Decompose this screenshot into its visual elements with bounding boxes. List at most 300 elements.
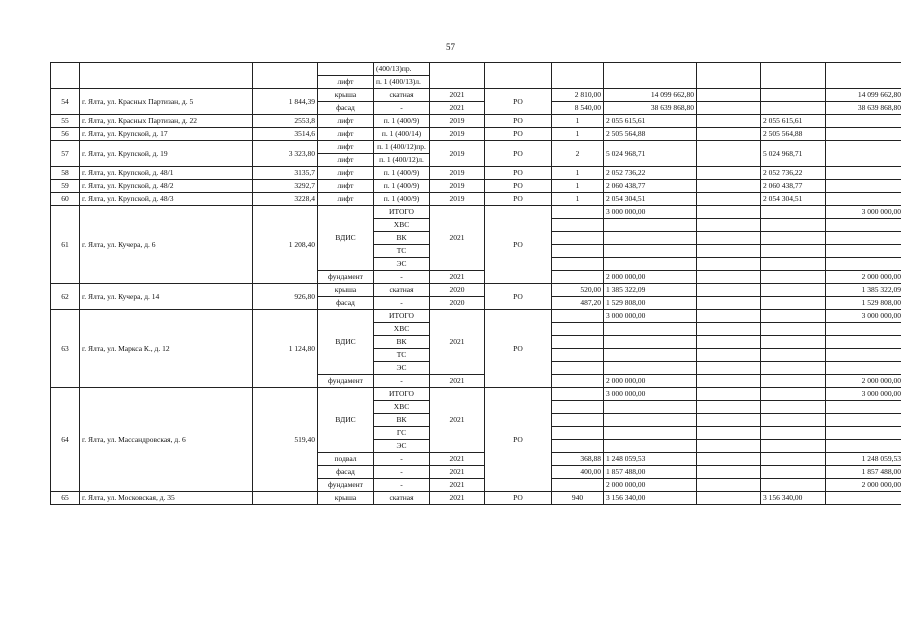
table-cell bbox=[697, 323, 761, 336]
table-cell bbox=[697, 89, 761, 102]
table-cell: - bbox=[374, 271, 430, 284]
table-row bbox=[51, 193, 901, 206]
table-cell: 3 000 000,00 bbox=[604, 310, 697, 323]
table-cell bbox=[697, 193, 761, 206]
table-cell bbox=[697, 284, 761, 297]
table-cell: г. Ялта, ул. Крупской, д. 48/3 bbox=[80, 193, 253, 206]
table-cell: РО bbox=[485, 115, 552, 128]
table-cell bbox=[697, 206, 761, 219]
table-cell: - bbox=[374, 466, 430, 479]
table-cell bbox=[697, 362, 761, 375]
table-cell: 1 844,39 bbox=[253, 89, 318, 115]
table-cell: фундамент bbox=[318, 271, 374, 284]
table-cell: 8 540,00 bbox=[552, 102, 604, 115]
table-cell: лифт bbox=[318, 193, 374, 206]
table-cell: 2019 bbox=[430, 193, 485, 206]
table-cell: 1 529 808,00 bbox=[826, 297, 901, 310]
table-cell: 38 639 868,80 bbox=[826, 102, 901, 115]
table-cell bbox=[552, 336, 604, 349]
table-cell: 2021 bbox=[430, 466, 485, 479]
table-cell: ЭС bbox=[374, 440, 430, 453]
table-cell bbox=[604, 414, 697, 427]
table-cell bbox=[761, 206, 826, 219]
table-cell: 520,00 bbox=[552, 284, 604, 297]
table-cell: 2019 bbox=[430, 128, 485, 141]
table-cell: г. Ялта, ул. Кучера, д. 14 bbox=[80, 284, 253, 310]
table-cell: 1 bbox=[552, 167, 604, 180]
table-cell: 3 323,80 bbox=[253, 141, 318, 167]
table-cell bbox=[552, 206, 604, 219]
table-cell: 1 124,80 bbox=[253, 310, 318, 388]
table-cell: ВДИС bbox=[318, 310, 374, 375]
table-cell: 64 bbox=[51, 388, 80, 492]
table-cell: 1 bbox=[552, 115, 604, 128]
table-cell: 400,00 bbox=[552, 466, 604, 479]
table-cell bbox=[697, 245, 761, 258]
table-row bbox=[51, 141, 901, 154]
table-cell: 38 639 868,80 bbox=[604, 102, 697, 115]
table-cell: 54 bbox=[51, 89, 80, 115]
table-row bbox=[51, 115, 901, 128]
table-cell: ЭС bbox=[374, 362, 430, 375]
table-cell: 2 000 000,00 bbox=[826, 375, 901, 388]
table-cell bbox=[761, 479, 826, 492]
table-cell: 2 bbox=[552, 141, 604, 167]
table-cell: ВК bbox=[374, 232, 430, 245]
table-row bbox=[51, 180, 901, 193]
table-cell: ЭС bbox=[374, 258, 430, 271]
table-cell: лифт bbox=[318, 167, 374, 180]
table-cell bbox=[552, 271, 604, 284]
table-cell: 2021 bbox=[430, 271, 485, 284]
table-row bbox=[51, 89, 901, 102]
table-cell bbox=[552, 323, 604, 336]
table-cell bbox=[604, 427, 697, 440]
table-cell: ИТОГО bbox=[374, 388, 430, 401]
table-cell: 60 bbox=[51, 193, 80, 206]
table-cell: 62 bbox=[51, 284, 80, 310]
table-cell bbox=[761, 375, 826, 388]
table-cell bbox=[697, 115, 761, 128]
table-cell bbox=[826, 336, 901, 349]
table-cell: лифт bbox=[318, 180, 374, 193]
table-cell: п. 1 (400/9) bbox=[374, 193, 430, 206]
table-cell bbox=[697, 180, 761, 193]
table-cell: 2 505 564,88 bbox=[604, 128, 697, 141]
table-cell bbox=[826, 193, 901, 206]
table-cell: 63 bbox=[51, 310, 80, 388]
table-cell: 2019 bbox=[430, 167, 485, 180]
table-cell bbox=[761, 310, 826, 323]
table-cell: 2 000 000,00 bbox=[604, 271, 697, 284]
table-cell bbox=[826, 115, 901, 128]
table-cell: - bbox=[374, 297, 430, 310]
table-cell: ВДИС bbox=[318, 206, 374, 271]
table-cell bbox=[761, 232, 826, 245]
table-cell: РО bbox=[485, 180, 552, 193]
table-cell: 2 060 438,77 bbox=[761, 180, 826, 193]
table-cell bbox=[604, 440, 697, 453]
table-cell: п. 1 (400/12)л. bbox=[374, 154, 430, 167]
table-cell bbox=[552, 362, 604, 375]
table-cell: 2021 bbox=[430, 453, 485, 466]
table-cell bbox=[761, 89, 826, 102]
table-cell: РО bbox=[485, 141, 552, 167]
table-cell: скатная bbox=[374, 89, 430, 102]
table-cell: 2019 bbox=[430, 115, 485, 128]
table-cell: ХВС bbox=[374, 219, 430, 232]
table-cell: п. 1 (400/9) bbox=[374, 167, 430, 180]
table-cell: фундамент bbox=[318, 479, 374, 492]
table-cell: ТС bbox=[374, 349, 430, 362]
table-cell: ТС bbox=[374, 245, 430, 258]
table-cell: 926,80 bbox=[253, 284, 318, 310]
table-cell: - bbox=[374, 479, 430, 492]
table-cell: 2 505 564,88 bbox=[761, 128, 826, 141]
table-cell: лифт bbox=[318, 154, 374, 167]
table-cell bbox=[604, 349, 697, 362]
table-cell bbox=[253, 492, 318, 505]
table-cell bbox=[604, 219, 697, 232]
table-cell bbox=[552, 63, 604, 89]
table-cell: 59 bbox=[51, 180, 80, 193]
table-cell: г. Ялта, ул. Массандровская, д. 6 bbox=[80, 388, 253, 492]
table-row bbox=[51, 167, 901, 180]
table-cell: 1 385 322,09 bbox=[826, 284, 901, 297]
table-cell bbox=[697, 349, 761, 362]
table-cell: 2021 bbox=[430, 492, 485, 505]
table-cell: 58 bbox=[51, 167, 80, 180]
table-cell: 2 054 304,51 bbox=[761, 193, 826, 206]
table-cell: РО bbox=[485, 167, 552, 180]
table-cell bbox=[826, 219, 901, 232]
table-cell bbox=[552, 440, 604, 453]
table-cell: лифт bbox=[318, 76, 374, 89]
table-cell: п. 1 (400/12)пр. bbox=[374, 141, 430, 154]
table-cell bbox=[552, 427, 604, 440]
table-cell: 1 bbox=[552, 128, 604, 141]
table-cell: 3 000 000,00 bbox=[604, 388, 697, 401]
table-cell: 14 099 662,80 bbox=[826, 89, 901, 102]
table-cell bbox=[761, 219, 826, 232]
table-cell: 14 099 662,80 bbox=[604, 89, 697, 102]
table-cell: г. Ялта, ул. Крупской, д. 19 bbox=[80, 141, 253, 167]
table-cell bbox=[826, 349, 901, 362]
table-cell bbox=[826, 167, 901, 180]
table-cell: крыша bbox=[318, 492, 374, 505]
table-cell: 2553,8 bbox=[253, 115, 318, 128]
table-cell bbox=[697, 232, 761, 245]
table-cell bbox=[697, 388, 761, 401]
table-cell bbox=[552, 375, 604, 388]
table-cell bbox=[552, 479, 604, 492]
page-number: 57 bbox=[446, 42, 455, 52]
table-cell bbox=[604, 401, 697, 414]
table-cell: 56 bbox=[51, 128, 80, 141]
table-row bbox=[51, 310, 901, 323]
table-cell: крыша bbox=[318, 284, 374, 297]
table-cell: 3 000 000,00 bbox=[604, 206, 697, 219]
table-cell bbox=[697, 102, 761, 115]
table-cell: РО bbox=[485, 388, 552, 492]
table-cell: 5 024 968,71 bbox=[761, 141, 826, 167]
table-cell bbox=[80, 63, 253, 89]
table-cell: лифт bbox=[318, 141, 374, 154]
table-row bbox=[51, 206, 901, 219]
table-cell: 2 054 304,51 bbox=[604, 193, 697, 206]
table-cell bbox=[697, 440, 761, 453]
table-cell: 3 000 000,00 bbox=[826, 206, 901, 219]
table-cell: 2 000 000,00 bbox=[604, 375, 697, 388]
table-cell: фасад bbox=[318, 466, 374, 479]
table-cell bbox=[604, 245, 697, 258]
table-cell bbox=[604, 336, 697, 349]
table-cell: 57 bbox=[51, 141, 80, 167]
table-cell: п. 1 (400/14) bbox=[374, 128, 430, 141]
table-cell: 61 bbox=[51, 206, 80, 284]
table-cell: фасад bbox=[318, 102, 374, 115]
table-cell: 2 055 615,61 bbox=[761, 115, 826, 128]
table-cell: 2020 bbox=[430, 297, 485, 310]
table-cell bbox=[697, 375, 761, 388]
table-cell: скатная bbox=[374, 492, 430, 505]
table-cell bbox=[826, 427, 901, 440]
table-cell: г. Ялта, ул. Московская, д. 35 bbox=[80, 492, 253, 505]
table-cell: г. Ялта, ул. Красных Партизан, д. 22 bbox=[80, 115, 253, 128]
table-cell bbox=[761, 388, 826, 401]
table-cell: - bbox=[374, 102, 430, 115]
table-cell: п. 1 (400/13)л. bbox=[374, 76, 430, 89]
table-cell bbox=[51, 63, 80, 89]
table-cell: РО bbox=[485, 206, 552, 284]
table-cell bbox=[761, 336, 826, 349]
table-body bbox=[51, 63, 901, 505]
table-cell: г. Ялта, ул. Крупской, д. 17 bbox=[80, 128, 253, 141]
table-row bbox=[51, 492, 901, 505]
table-cell bbox=[697, 479, 761, 492]
table-cell: 2 052 736,22 bbox=[761, 167, 826, 180]
table-cell: 2021 bbox=[430, 388, 485, 453]
table-cell bbox=[697, 258, 761, 271]
table-cell: 3 156 340,00 bbox=[761, 492, 826, 505]
table-cell bbox=[761, 349, 826, 362]
table-cell bbox=[552, 401, 604, 414]
table-cell bbox=[761, 401, 826, 414]
table-cell: 2021 bbox=[430, 479, 485, 492]
table-cell: фундамент bbox=[318, 375, 374, 388]
table-cell: 1 248 059,53 bbox=[604, 453, 697, 466]
table-cell bbox=[552, 245, 604, 258]
table-cell: 2021 bbox=[430, 89, 485, 102]
table-cell bbox=[761, 466, 826, 479]
table-cell bbox=[604, 362, 697, 375]
table-cell bbox=[604, 258, 697, 271]
table-cell: 1 529 808,00 bbox=[604, 297, 697, 310]
table-cell bbox=[826, 232, 901, 245]
table-cell: 368,88 bbox=[552, 453, 604, 466]
table-cell bbox=[761, 271, 826, 284]
table-cell bbox=[697, 167, 761, 180]
table-cell: 2021 bbox=[430, 375, 485, 388]
table-cell bbox=[697, 271, 761, 284]
table-cell: подвал bbox=[318, 453, 374, 466]
table-cell: 5 024 968,71 bbox=[604, 141, 697, 167]
table-cell: РО bbox=[485, 128, 552, 141]
table-cell bbox=[826, 323, 901, 336]
table-cell bbox=[430, 63, 485, 89]
table-cell: фасад bbox=[318, 297, 374, 310]
table-cell: г. Ялта, ул. Кучера, д. 6 bbox=[80, 206, 253, 284]
table-cell bbox=[552, 414, 604, 427]
table-cell bbox=[697, 297, 761, 310]
table-cell bbox=[697, 63, 761, 89]
table-cell bbox=[761, 297, 826, 310]
table-cell bbox=[697, 414, 761, 427]
table-cell: ВК bbox=[374, 414, 430, 427]
table-cell bbox=[552, 310, 604, 323]
table-cell bbox=[826, 245, 901, 258]
table-cell bbox=[826, 362, 901, 375]
table-cell: 2 000 000,00 bbox=[604, 479, 697, 492]
table-cell: 2 810,00 bbox=[552, 89, 604, 102]
table-cell: ХВС bbox=[374, 401, 430, 414]
table-cell: ВДИС bbox=[318, 388, 374, 453]
table-cell: 3135,7 bbox=[253, 167, 318, 180]
table-cell bbox=[697, 401, 761, 414]
table-cell bbox=[697, 427, 761, 440]
table-cell bbox=[826, 492, 901, 505]
table-cell: 1 bbox=[552, 180, 604, 193]
table-cell bbox=[552, 232, 604, 245]
table-cell bbox=[761, 453, 826, 466]
table-cell bbox=[826, 258, 901, 271]
table-cell: 2019 bbox=[430, 141, 485, 167]
table-cell bbox=[697, 453, 761, 466]
table-cell bbox=[552, 349, 604, 362]
table-cell bbox=[761, 440, 826, 453]
table-row bbox=[51, 284, 901, 297]
table-cell bbox=[552, 258, 604, 271]
table-cell bbox=[761, 323, 826, 336]
table-cell bbox=[826, 63, 901, 89]
table-cell: 2 000 000,00 bbox=[826, 479, 901, 492]
table-cell: ВК bbox=[374, 336, 430, 349]
table-cell: ХВС bbox=[374, 323, 430, 336]
table-cell bbox=[697, 336, 761, 349]
table-cell: (400/13)пр. bbox=[374, 63, 430, 76]
table-cell: 1 208,40 bbox=[253, 206, 318, 284]
table-cell bbox=[697, 219, 761, 232]
table-cell: 1 857 488,00 bbox=[604, 466, 697, 479]
table-cell: 1 248 059,53 bbox=[826, 453, 901, 466]
table-cell: г. Ялта, ул. Красных Партизан, д. 5 bbox=[80, 89, 253, 115]
table-cell bbox=[697, 310, 761, 323]
table-cell: 519,40 bbox=[253, 388, 318, 492]
table-cell: 487,20 bbox=[552, 297, 604, 310]
table-cell: 3228,4 bbox=[253, 193, 318, 206]
table-cell: п. 1 (400/9) bbox=[374, 115, 430, 128]
table-cell: РО bbox=[485, 284, 552, 310]
table-cell bbox=[761, 102, 826, 115]
table-cell bbox=[604, 323, 697, 336]
table-row bbox=[51, 388, 901, 401]
table-cell bbox=[826, 401, 901, 414]
repair-program-table bbox=[50, 62, 901, 505]
table-cell: 2020 bbox=[430, 284, 485, 297]
table-cell: РО bbox=[485, 193, 552, 206]
table-cell: крыша bbox=[318, 89, 374, 102]
table-cell: 2021 bbox=[430, 102, 485, 115]
table-row bbox=[51, 128, 901, 141]
table-cell: г. Ялта, ул. Крупской, д. 48/1 bbox=[80, 167, 253, 180]
table-cell bbox=[697, 492, 761, 505]
table-cell bbox=[826, 414, 901, 427]
table-cell: 2021 bbox=[430, 310, 485, 375]
table-cell bbox=[318, 63, 374, 76]
table-cell: 55 bbox=[51, 115, 80, 128]
table-cell bbox=[604, 63, 697, 89]
table-cell bbox=[697, 128, 761, 141]
table-cell bbox=[761, 414, 826, 427]
table-cell: - bbox=[374, 453, 430, 466]
table-cell bbox=[552, 219, 604, 232]
table-cell bbox=[761, 63, 826, 89]
table-cell: ИТОГО bbox=[374, 206, 430, 219]
table-cell: ГС bbox=[374, 427, 430, 440]
table-cell: 3 000 000,00 bbox=[826, 310, 901, 323]
table-cell: г. Ялта, ул. Маркса К., д. 12 bbox=[80, 310, 253, 388]
table-cell: 2 000 000,00 bbox=[826, 271, 901, 284]
table-cell: п. 1 (400/9) bbox=[374, 180, 430, 193]
table-cell bbox=[253, 63, 318, 89]
table-cell: 3 000 000,00 bbox=[826, 388, 901, 401]
table-cell: РО bbox=[485, 492, 552, 505]
table-cell: 2019 bbox=[430, 180, 485, 193]
table-cell: 3292,7 bbox=[253, 180, 318, 193]
table-cell bbox=[826, 440, 901, 453]
table-cell bbox=[761, 284, 826, 297]
table-cell bbox=[697, 141, 761, 167]
table-cell bbox=[826, 180, 901, 193]
table-cell bbox=[826, 128, 901, 141]
table-cell: 2021 bbox=[430, 206, 485, 271]
table-cell: 1 385 322,09 bbox=[604, 284, 697, 297]
table-cell: 3514,6 bbox=[253, 128, 318, 141]
table-cell: 2 060 438,77 bbox=[604, 180, 697, 193]
table-cell bbox=[761, 362, 826, 375]
table-cell bbox=[761, 258, 826, 271]
table-cell: 1 857 488,00 bbox=[826, 466, 901, 479]
table-cell: 2 052 736,22 bbox=[604, 167, 697, 180]
table-cell: РО bbox=[485, 310, 552, 388]
table-cell: ИТОГО bbox=[374, 310, 430, 323]
table-cell bbox=[761, 427, 826, 440]
table-cell: - bbox=[374, 375, 430, 388]
table-cell bbox=[552, 388, 604, 401]
table-row bbox=[51, 63, 901, 76]
table-cell: г. Ялта, ул. Крупской, д. 48/2 bbox=[80, 180, 253, 193]
table-cell: 2 055 615,61 bbox=[604, 115, 697, 128]
table-cell: 940 bbox=[552, 492, 604, 505]
table-cell: 1 bbox=[552, 193, 604, 206]
table-cell bbox=[697, 466, 761, 479]
table-cell bbox=[485, 63, 552, 89]
table-cell bbox=[604, 232, 697, 245]
table-cell: скатная bbox=[374, 284, 430, 297]
table-cell: 3 156 340,00 bbox=[604, 492, 697, 505]
table-cell bbox=[826, 141, 901, 167]
table-cell bbox=[761, 245, 826, 258]
